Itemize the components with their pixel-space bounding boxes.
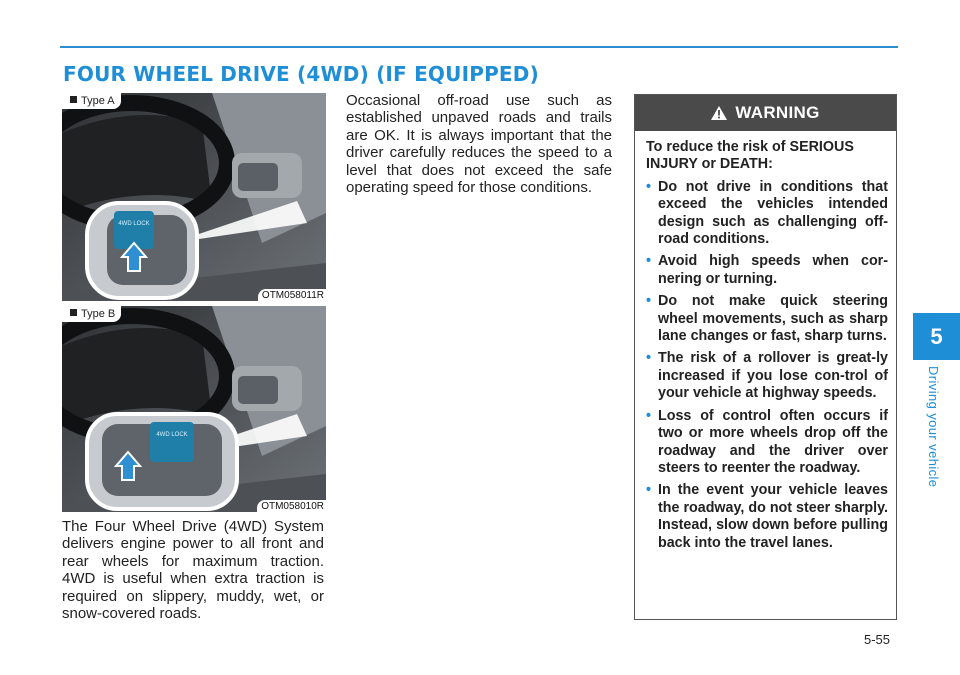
warning-heading: WARNING — [735, 103, 820, 122]
bullet-icon: • — [646, 293, 652, 310]
button-label: 4WD LOCK — [118, 221, 150, 227]
section-title: FOUR WHEEL DRIVE (4WD) (IF EQUIPPED) — [63, 62, 539, 86]
photo-type-a — [62, 93, 326, 301]
warning-body — [635, 131, 896, 552]
image-code: OTM058010R — [257, 500, 326, 512]
photo-type-b — [62, 306, 326, 512]
bullet-icon: • — [646, 350, 652, 367]
page-number: 5-55 — [864, 632, 891, 647]
bullet-icon: • — [646, 407, 652, 424]
dashboard-illustration — [62, 93, 326, 301]
dashboard-illustration — [62, 306, 326, 512]
button-label: 4WD LOCK — [156, 432, 188, 438]
warning-item: • Do not make quick steering wheel movements, such as sharp lane changes or fast, sharp turns. — [646, 293, 888, 345]
square-icon — [70, 309, 77, 316]
type-label-text: Type B — [81, 308, 116, 320]
type-label — [62, 306, 121, 322]
type-label — [62, 93, 121, 109]
middle-paragraph: Occasional off-road use such as established unpaved roads and trails are OK. It is always important that the driver carefully reduces the speed to a level that does not exceed the safe operating speed for those conditions. — [346, 92, 612, 197]
warning-list — [646, 179, 888, 552]
warning-triangle-icon — [711, 106, 727, 120]
warning-header — [635, 95, 896, 131]
type-label-text: Type A — [81, 95, 115, 107]
warning-item: • In the event your vehicle leaves the roadway, do not steer sharply. Instead, slow down before pulling back into the travel lanes. — [646, 482, 888, 551]
bullet-icon: • — [646, 253, 652, 270]
top-rule — [60, 46, 898, 48]
left-paragraph: The Four Wheel Drive (4WD) System delivers engine power to all front and rear wheels for maximum traction. 4WD is useful when extra traction is required on slippery, muddy, wet, or snow-covered roads. — [62, 518, 324, 623]
warning-box — [634, 94, 897, 620]
warning-intro: To reduce the risk of SERIOUS INJURY or DEATH: — [646, 139, 854, 173]
square-icon — [70, 96, 77, 103]
warning-item: • Do not drive in conditions that exceed the vehicles intended design such as challenging off-road conditions. — [646, 178, 888, 248]
bullet-icon: • — [646, 178, 652, 195]
chapter-label: Driving your vehicle — [926, 366, 941, 488]
warning-item: • The risk of a rollover is great-ly increased if you lose con-trol of your vehicle at highway speeds. — [646, 350, 888, 402]
bullet-icon: • — [646, 482, 652, 499]
warning-item: • Loss of control often occurs if two or more wheels drop off the roadway and the driver over steers to reenter the roadway. — [646, 407, 888, 476]
image-code: OTM058011R — [258, 289, 326, 301]
warning-item: • Avoid high speeds when cor-nering or turning. — [646, 253, 888, 287]
chapter-tab[interactable]: 5 — [913, 313, 960, 360]
